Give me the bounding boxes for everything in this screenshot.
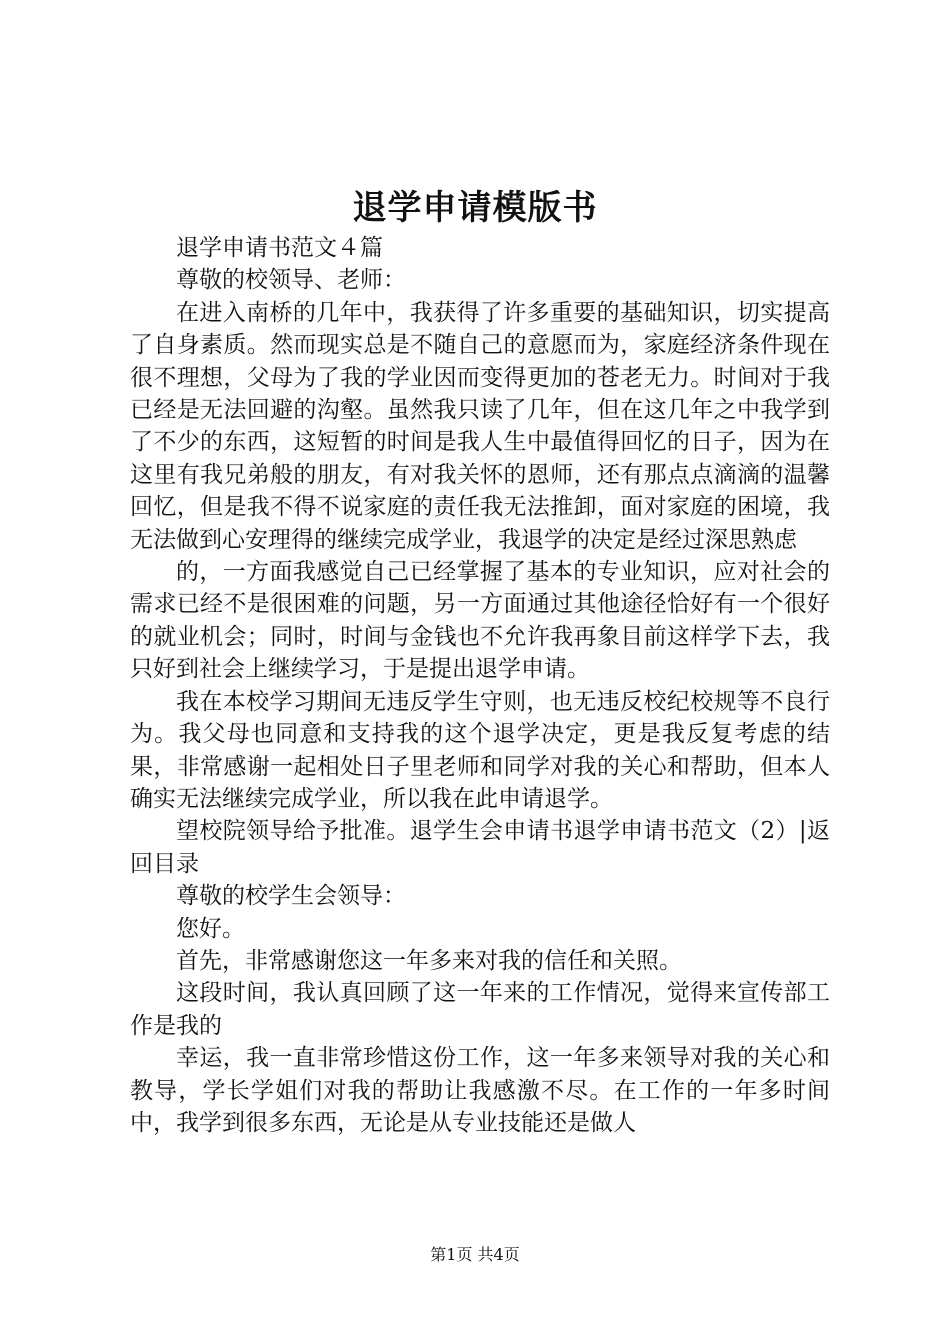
paragraph: 尊敬的校领导、老师： xyxy=(176,267,406,294)
paragraph: 退学申请书范文４篇 xyxy=(176,235,383,261)
document-title: 退学申请模版书 xyxy=(352,188,598,228)
page-footer: 第1页 共4页 xyxy=(430,1245,520,1264)
paragraph: 您好。 xyxy=(176,915,245,942)
paragraph: 首先，非常感谢您这一年多来对我的信任和关照。 xyxy=(176,947,682,974)
document-body xyxy=(130,232,830,1139)
paragraph: 尊敬的校学生会领导： xyxy=(176,883,406,910)
paragraph: 在进入南桥的几年中，我获得了许多重要的基础知识，切实提高了自身素质。然而现实总是不随自己的意愿而为，家庭经济条件现在很不理想，父母为了我的学业因而变得更加的苍老无力。时间对于我已经是无法回避的沟壑。虽然我只读了几年，但在这几年之中我学到了不少的东西，这短暂的时间是我人生中最值得回忆的日子，因为在这里有我兄弟般的朋友，有对我关怀的恩师，还有那点点滴滴的温馨回忆，但是我不得不说家庭的责任我无法推卸，面对家庭的困境，我无法做到心安理得的继续完成学业，我退学的决定是经过深思熟虑 xyxy=(130,299,830,553)
paragraph: 望校院领导给予批准。退学生会申请书退学申请书范文（2）|返回目录 xyxy=(130,818,830,877)
paragraph: 的，一方面我感觉自己已经掌握了基本的专业知识，应对社会的需求已经不是很困难的问题，另一方面通过其他途径恰好有一个很好的就业机会；同时，时间与金钱也不允许我再象目前这样学下去，我只好到社会上继续学习，于是提出退学申请。 xyxy=(130,559,830,683)
paragraph: 我在本校学习期间无违反学生守则，也无违反校纪校规等不良行为。我父母也同意和支持我的这个退学决定，更是我反复考虑的结果，非常感谢一起相处日子里老师和同学对我的关心和帮助，但本人确实无法继续完成学业，所以我在此申请退学。 xyxy=(130,688,830,812)
paragraph: 幸运，我一直非常珍惜这份工作，这一年多来领导对我的关心和教导，学长学姐们对我的帮助让我感激不尽。在工作的一年多时间中，我学到很多东西，无论是从专业技能还是做人 xyxy=(130,1045,830,1136)
paragraph: 这段时间，我认真回顾了这一年来的工作情况，觉得来宣传部工作是我的 xyxy=(130,980,830,1039)
